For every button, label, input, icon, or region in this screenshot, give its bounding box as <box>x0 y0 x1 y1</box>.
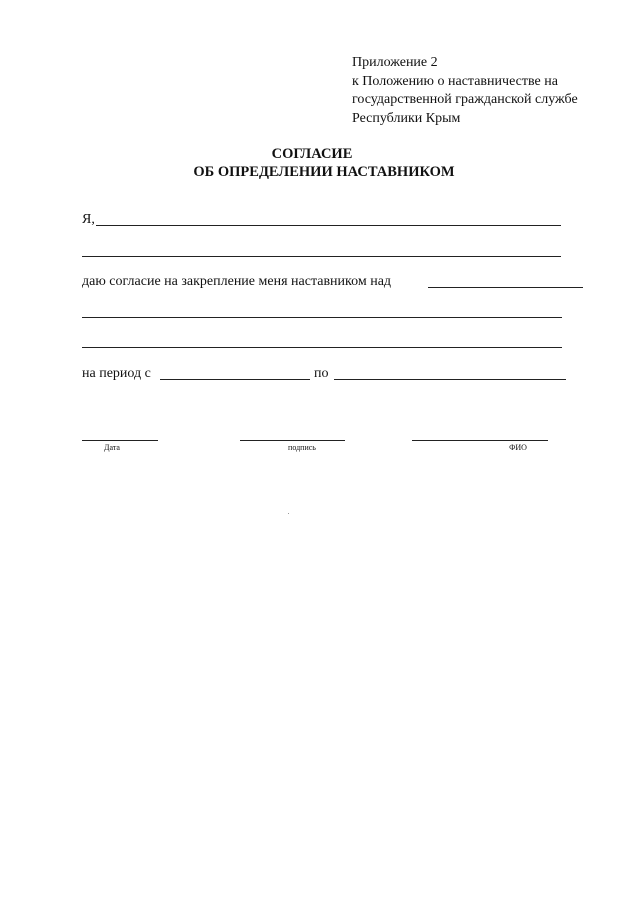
date-caption: Дата <box>104 443 120 452</box>
full-name-field-line-2[interactable] <box>82 256 561 257</box>
appendix-line-1: Приложение 2 <box>352 55 438 70</box>
appendix-line-3: государственной гражданской службе <box>352 92 578 107</box>
mentee-field-line-1[interactable] <box>428 287 583 288</box>
scan-speck <box>288 513 289 514</box>
fio-signature-line[interactable] <box>412 440 548 441</box>
document-subtitle: ОБ ОПРЕДЕЛЕНИИ НАСТАВНИКОМ <box>193 164 455 180</box>
document-title: СОГЛАСИЕ <box>271 146 353 162</box>
fio-caption: ФИО <box>509 443 527 452</box>
mentee-field-line-3[interactable] <box>82 347 562 348</box>
appendix-header <box>352 54 612 128</box>
date-signature-line[interactable] <box>82 440 158 441</box>
ya-label: Я, <box>82 212 95 227</box>
period-to-label: по <box>314 366 329 381</box>
appendix-line-2: к Положению о наставничестве на <box>352 73 558 89</box>
signature-line[interactable] <box>240 440 345 441</box>
mentee-field-line-2[interactable] <box>82 317 562 318</box>
consent-label: даю согласие на закрепление меня наставником над <box>82 274 392 289</box>
period-to-field[interactable] <box>334 379 566 380</box>
full-name-field-line-1[interactable] <box>96 225 561 226</box>
appendix-line-4: Республики Крым <box>352 110 461 126</box>
period-from-label: на период с <box>82 366 151 381</box>
period-from-field[interactable] <box>160 379 310 380</box>
signature-caption: подпись <box>288 443 316 452</box>
